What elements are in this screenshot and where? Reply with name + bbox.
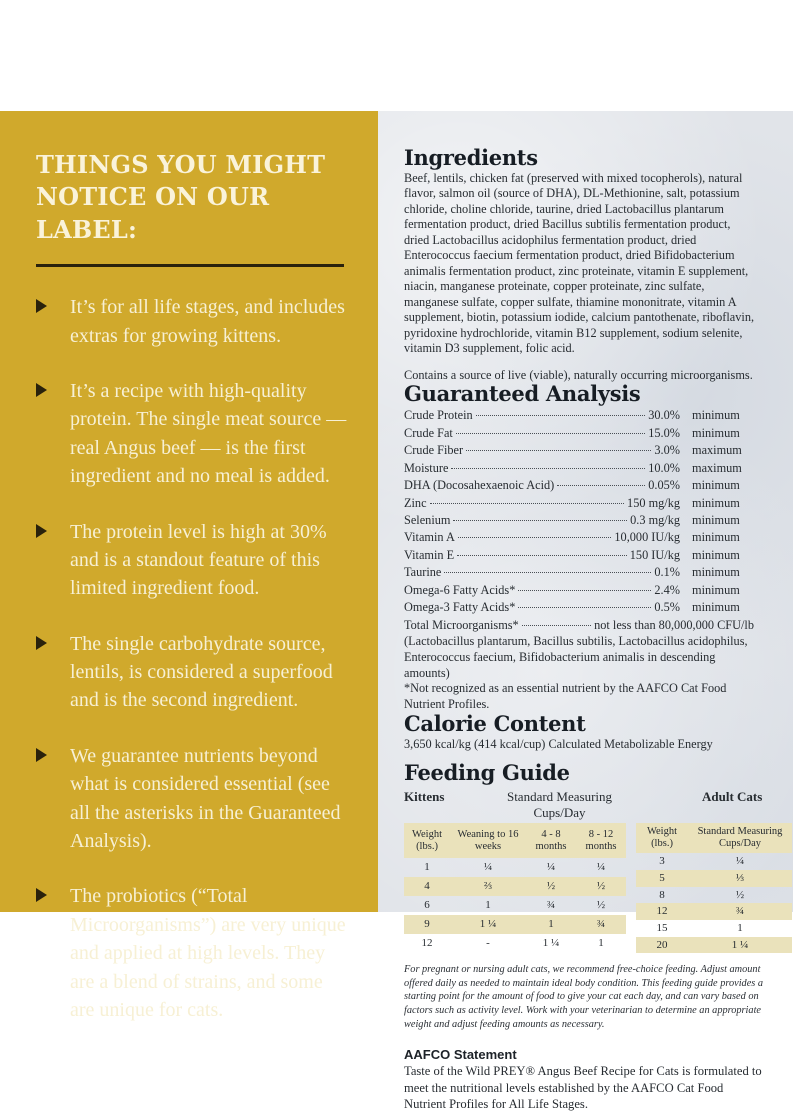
cell: 1: [485, 899, 491, 912]
nutrient-qualifier: maximum: [692, 460, 742, 475]
feeding-guide-group-labels: [404, 789, 792, 821]
nutrient-qualifier: minimum: [692, 547, 740, 562]
dotted-leader: [444, 572, 651, 573]
ga-row: [404, 442, 754, 459]
table-row: [404, 858, 626, 877]
dotted-leader: [557, 485, 645, 486]
nutrient-name: Zinc: [404, 495, 427, 510]
ga-row: [404, 564, 754, 581]
nutrient-qualifier: minimum: [692, 530, 740, 545]
nutrient-value: 150 IU/kg: [629, 547, 680, 562]
nutrient-value: 0.3 mg/kg: [630, 513, 680, 528]
cell: ¾: [546, 899, 556, 912]
cell: 1: [424, 861, 430, 874]
nutrient-qualifier: minimum: [692, 513, 740, 528]
list-item: [36, 882, 348, 1024]
nutrient-value: 10,000 IU/kg: [614, 530, 680, 545]
left-panel-title: THINGS YOU MIGHT NOTICE ON OUR LABEL:: [36, 150, 326, 244]
cell: 1: [598, 937, 604, 950]
ga-row: [404, 547, 754, 564]
feeding-guide-heading: Feeding Guide: [404, 760, 570, 786]
nutrient-value: 15.0%: [648, 425, 680, 440]
table-row: [636, 853, 792, 870]
table-row: [404, 896, 626, 915]
triangle-bullet-icon: [36, 383, 47, 397]
cell: ½: [596, 899, 606, 912]
cell: 15: [656, 922, 668, 935]
cell: ½: [596, 880, 606, 893]
cell: 1: [737, 922, 743, 935]
aafco-statement-body: Taste of the Wild PREY® Angus Beef Recipe for Cats is formulated to meet the nutritional levels established by the AAFCO Cat Food Nutrient Profiles for All Life Stages.: [404, 1064, 762, 1111]
dotted-leader: [518, 607, 651, 608]
ga-row: [404, 529, 754, 546]
left-gold-panel: [0, 111, 378, 1021]
list-item: [36, 377, 348, 491]
column-header: Standard Measuring Cups/Day: [697, 826, 783, 850]
guaranteed-analysis-table: [404, 407, 754, 634]
cell: 9: [424, 918, 430, 931]
bullet-text: The probiotics (“Total Microorganisms”) are very unique and applied at high levels. They are a blend of strains, and some are unique for cats.: [70, 885, 346, 1021]
ga-row-microorganisms: [404, 617, 754, 634]
table-header-row: [404, 823, 626, 858]
column-header: Weight (lbs.): [646, 826, 678, 850]
ga-asterisk-footnote: *Not recognized as an essential nutrient by the AAFCO Cat Food Nutrient Profiles.: [404, 681, 727, 712]
list-item: [36, 293, 348, 350]
nutrient-qualifier: minimum: [692, 408, 740, 423]
kittens-label: Kittens: [404, 789, 445, 805]
table-row: [636, 870, 792, 887]
ga-strains-footnote: (Lactobacillus plantarum, Bacillus subtilis, Lactobacillus acidophilus, Enterococcus faecium, Bifidobacterium animalis in descending amounts): [404, 634, 748, 680]
nutrient-name: Crude Fat: [404, 425, 453, 440]
nutrient-name: Crude Fiber: [404, 443, 464, 458]
cell: ¼: [735, 855, 745, 868]
table-row: [636, 937, 792, 954]
cell: ½: [546, 880, 556, 893]
nutrient-name: Taurine: [404, 565, 442, 580]
nutrient-value: 0.5%: [654, 600, 680, 615]
bullet-text: The protein level is high at 30% and is a standout feature of this limited ingredient food.: [70, 520, 327, 600]
nutrient-qualifier: minimum: [692, 495, 740, 510]
ingredients-body: Beef, lentils, chicken fat (preserved with mixed tocopherols), natural flavor, salmon oil (source of DHA), DL-Methionine, salt, potassium chloride, choline chloride, taurine, dried Lactobacillus plantarum fermentation product, dried Bacillus subtilis fermentation product, dried Lactobacillus acidophilus fermentation product, dried Enterococcus faecium fermentation product, dried Bifidobacterium animalis fermentation product, zinc proteinate, vitamin E supplement, niacin, manganese proteinate, copper proteinate, zinc sulfate, manganese sulfate, copper sulfate, thiamine mononitrate, vitamin A supplement, biotin, potassium iodide, calcium pantothenate, riboflavin, pyridoxine hydrochloride, vitamin B12 supplement, sodium selenite, vitamin D3 supplement, folic acid.: [404, 171, 755, 356]
nutrient-qualifier: minimum: [692, 565, 740, 580]
ga-row: [404, 460, 754, 477]
nutrient-value: 30.0%: [648, 408, 680, 423]
cell: ¼: [483, 861, 493, 874]
cups-per-day-label: Standard Measuring Cups/Day: [506, 789, 613, 821]
triangle-bullet-icon: [36, 524, 47, 538]
nutrient-value: 2.4%: [654, 582, 680, 597]
cell: 5: [659, 872, 665, 885]
table-row: [636, 887, 792, 904]
cell: 1 ¼: [479, 918, 497, 931]
triangle-bullet-icon: [36, 636, 47, 650]
dotted-leader: [522, 625, 591, 626]
nutrient-qualifier: minimum: [692, 478, 740, 493]
cell: 1 ¼: [542, 937, 560, 950]
cell: 12: [656, 905, 668, 918]
dotted-leader: [518, 590, 651, 591]
nutrient-name: Omega-6 Fatty Acids*: [404, 582, 516, 597]
cell: ⅔: [483, 880, 493, 893]
nutrient-qualifier: minimum: [692, 600, 740, 615]
label-notes-list: [36, 293, 348, 1024]
ga-row: [404, 512, 754, 529]
nutrient-value: 3.0%: [654, 443, 680, 458]
bullet-text: It’s for all life stages, and includes extras for growing kittens.: [70, 296, 345, 347]
bullet-text: We guarantee nutrients beyond what is considered essential (see all the asterisks in the Guaranteed Analysis).: [70, 744, 341, 853]
cell: 8: [659, 888, 665, 901]
cell: 1: [548, 918, 554, 931]
dotted-leader: [457, 555, 627, 556]
calorie-content-body: 3,650 kcal/kg (414 kcal/cup) Calculated Metabolizable Energy: [404, 736, 713, 751]
cell: ¼: [546, 861, 556, 874]
dotted-leader: [466, 450, 651, 451]
ga-row: [404, 425, 754, 442]
table-row: [404, 934, 626, 953]
dotted-leader: [453, 520, 627, 521]
cell: ¾: [596, 918, 606, 931]
guaranteed-analysis-heading: Guaranteed Analysis: [404, 381, 641, 407]
nutrient-value: 0.1%: [654, 565, 680, 580]
cell: 4: [424, 880, 430, 893]
dotted-leader: [456, 433, 645, 434]
feeding-guide-tables: [404, 823, 792, 953]
table-row: [404, 915, 626, 934]
column-header: 8 - 12 months: [585, 828, 617, 852]
bullet-text: It’s a recipe with high-quality protein. The single meat source — real Angus beef — is the first ingredient and no meal is added.: [70, 379, 347, 488]
cell: 1 ¼: [731, 938, 749, 951]
aafco-statement-heading: AAFCO Statement: [404, 1047, 517, 1063]
cell: ½: [735, 888, 745, 901]
list-item: [36, 630, 348, 715]
nutrient-name: Crude Protein: [404, 408, 473, 423]
nutrition-info-panel: [378, 111, 793, 1111]
dotted-leader: [451, 468, 645, 469]
cell: 3: [659, 855, 665, 868]
microorganisms-note: Contains a source of live (viable), naturally occurring microorganisms.: [404, 367, 753, 382]
nutrient-name: Total Microorganisms*: [404, 617, 519, 632]
nutrient-value: not less than 80,000,000 CFU/lb: [594, 617, 754, 632]
nutrient-qualifier: maximum: [692, 443, 742, 458]
cell: ¼: [596, 861, 606, 874]
cell: -: [486, 937, 490, 950]
triangle-bullet-icon: [36, 748, 47, 762]
divider-rule: [36, 264, 344, 267]
nutrient-qualifier: minimum: [692, 425, 740, 440]
adult-cats-feeding-table: [636, 823, 792, 953]
nutrient-value: 150 mg/kg: [627, 495, 680, 510]
dotted-leader: [458, 537, 612, 538]
table-row: [404, 877, 626, 896]
table-row: [636, 920, 792, 937]
pet-food-label: [0, 111, 793, 1111]
bullet-text: The single carbohydrate source, lentils, is considered a superfood and is the second ingredient.: [70, 632, 333, 712]
nutrient-name: Moisture: [404, 460, 449, 475]
ga-row: [404, 599, 754, 616]
nutrient-qualifier: minimum: [692, 582, 740, 597]
column-header: Weaning to 16 weeks: [457, 828, 519, 852]
dotted-leader: [476, 415, 646, 416]
nutrient-value: 0.05%: [648, 478, 680, 493]
triangle-bullet-icon: [36, 299, 47, 313]
adult-cats-label: Adult Cats: [702, 789, 763, 805]
nutrient-value: 10.0%: [648, 460, 680, 475]
dotted-leader: [430, 503, 625, 504]
feeding-guide-fine-print: For pregnant or nursing adult cats, we recommend free-choice feeding. Adjust amount offered daily as needed to maintain ideal body condition. This feeding guide provides a starting point for the amount of food to give your cat each day, and can vary based on factors such as activity level. Work with your veterinarian to determine an appropriate weight and adjust feeding amounts as necessary.: [404, 964, 763, 1030]
cell: ¾: [735, 905, 745, 918]
cell: 12: [421, 937, 433, 950]
cell: ⅓: [735, 872, 745, 885]
ga-row: [404, 582, 754, 599]
nutrient-name: Selenium: [404, 513, 451, 528]
cell: 6: [424, 899, 430, 912]
nutrient-name: Omega-3 Fatty Acids*: [404, 600, 516, 615]
triangle-bullet-icon: [36, 888, 47, 902]
nutrient-name: DHA (Docosahexaenoic Acid): [404, 478, 555, 493]
cell: 20: [656, 938, 668, 951]
calorie-content-heading: Calorie Content: [404, 710, 586, 736]
column-header: Weight (lbs.): [411, 828, 443, 852]
ingredients-heading: Ingredients: [404, 145, 538, 170]
nutrient-name: Vitamin E: [404, 547, 455, 562]
ga-row: [404, 477, 754, 494]
list-item: [36, 518, 348, 603]
ga-row: [404, 407, 754, 424]
nutrient-name: Vitamin A: [404, 530, 455, 545]
column-header: 4 - 8 months: [535, 828, 567, 852]
list-item: [36, 742, 348, 856]
kittens-feeding-table: [404, 823, 626, 953]
table-row: [636, 903, 792, 920]
table-header-row: [636, 823, 792, 853]
ga-row: [404, 495, 754, 512]
